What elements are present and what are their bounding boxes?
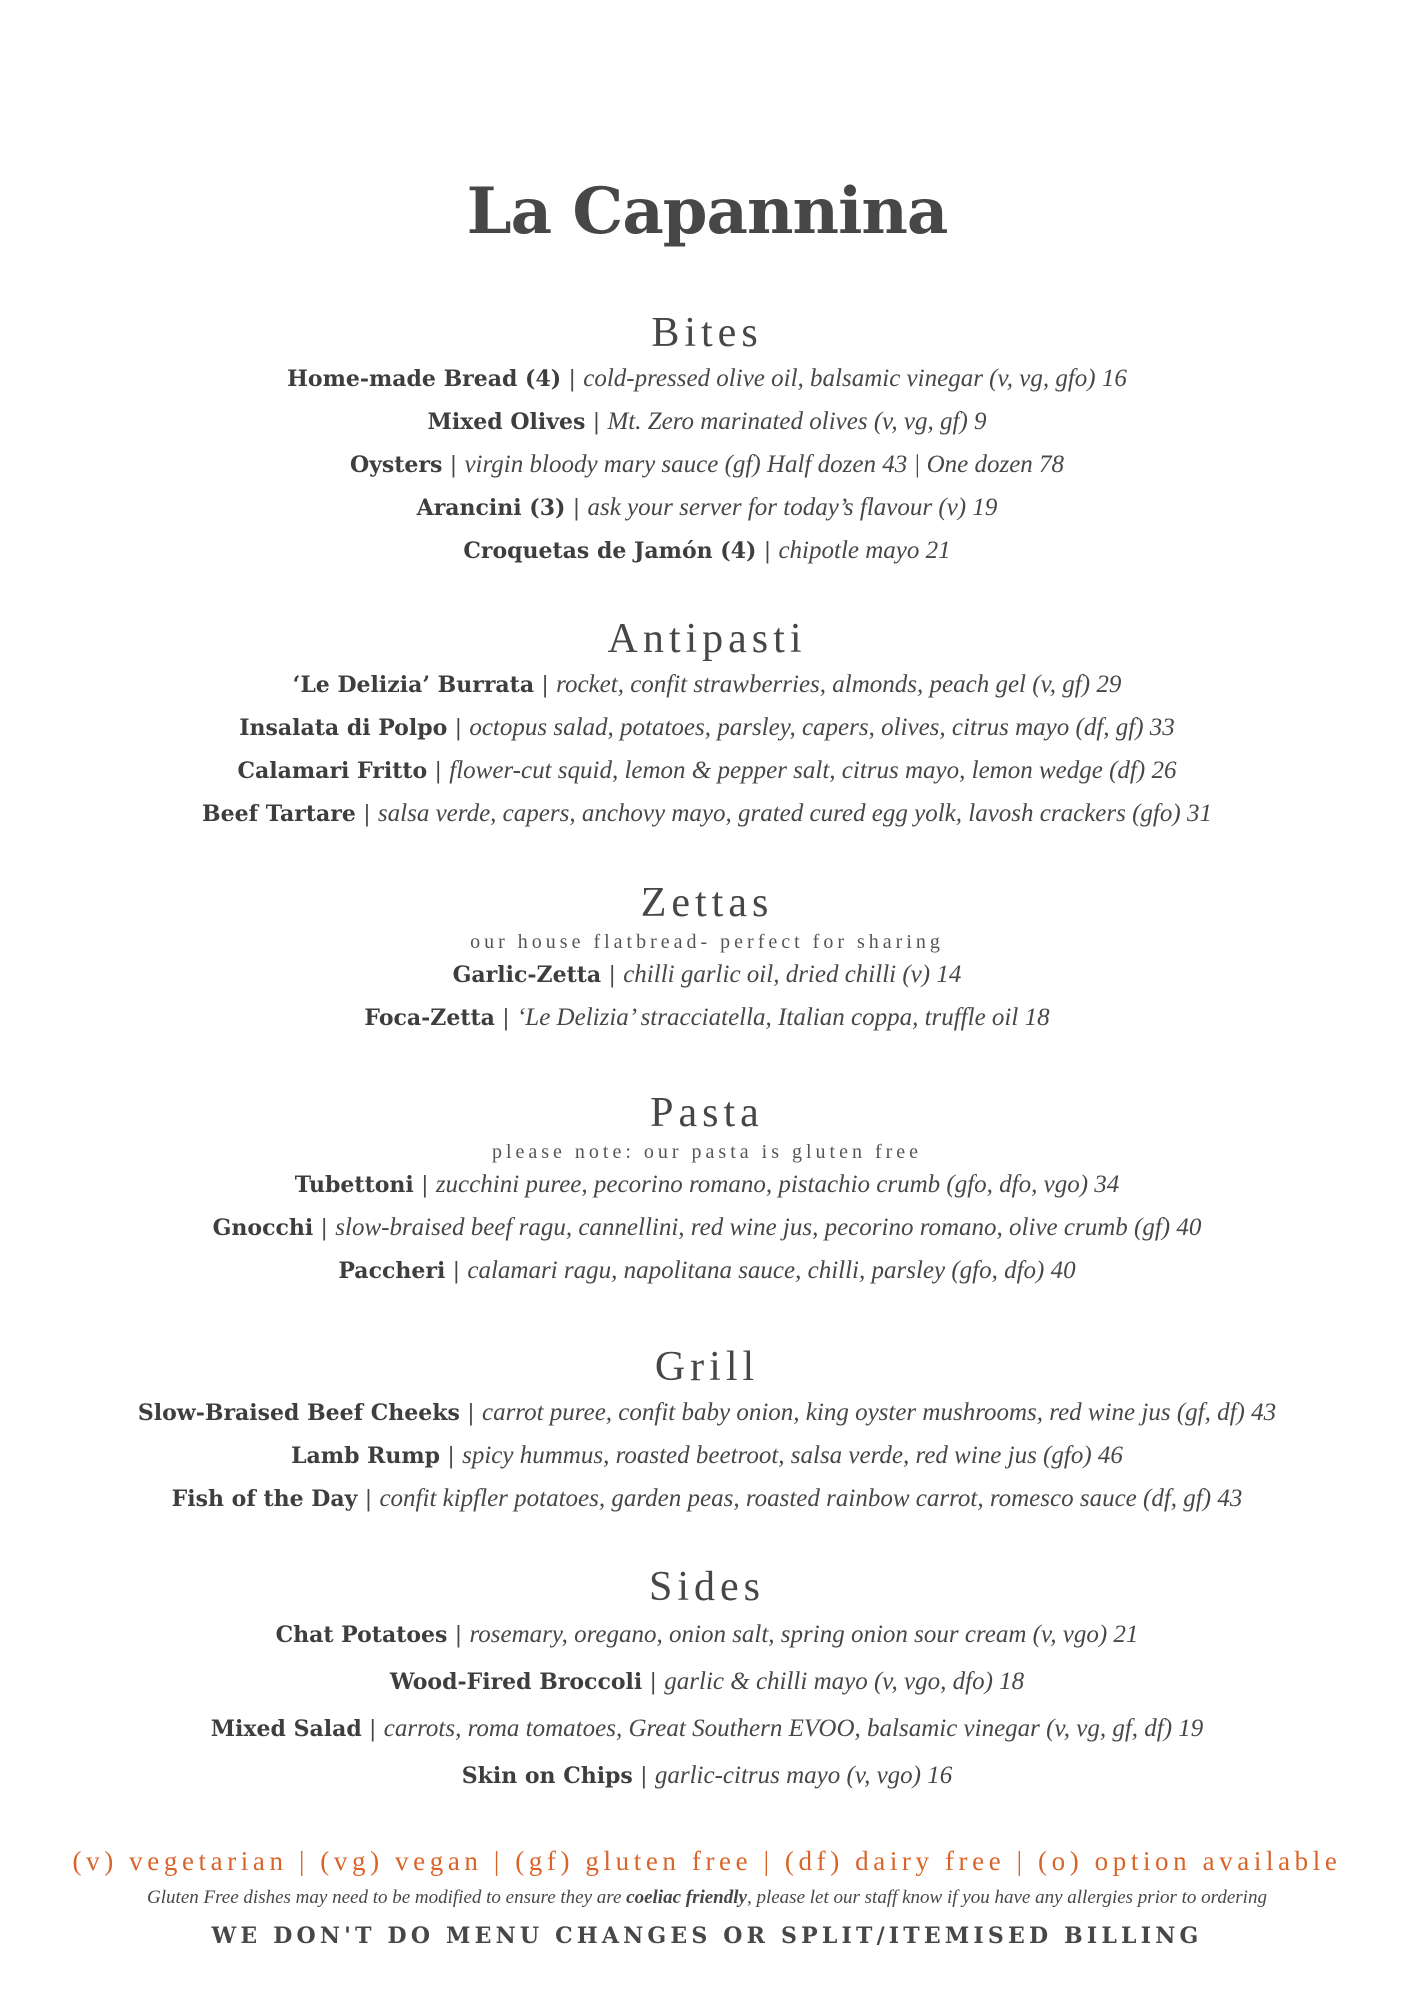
item-name: Garlic-Zetta — [452, 962, 602, 988]
menu-item — [0, 358, 1414, 401]
section-heading: Pasta — [650, 1090, 764, 1136]
item-description: rosemary, oregano, onion salt, spring onion sour cream (v, vgo) 21 — [469, 1621, 1139, 1648]
item-description: confit kipfler potatoes, garden peas, roasted rainbow carrot, romesco sauce (df, gf) 43 — [379, 1485, 1243, 1512]
section-heading: Antipasti — [607, 616, 807, 662]
item-name: Arancini (3) — [416, 495, 566, 521]
notice-emphasis: coeliac friendly — [626, 1887, 747, 1908]
section-heading: Grill — [654, 1344, 760, 1390]
section-heading: Zettas — [640, 880, 774, 926]
menu-item — [0, 793, 1414, 836]
item-description: flower-cut squid, lemon & pepper salt, citrus mayo, lemon wedge (df) 26 — [449, 757, 1177, 784]
item-name: Paccheri — [338, 1258, 446, 1284]
section-heading: Sides — [648, 1564, 765, 1610]
item-name: Wood-Fired Broccoli — [389, 1669, 643, 1695]
item-description: chilli garlic oil, dried chilli (v) 14 — [623, 961, 962, 988]
item-description: garlic-citrus mayo (v, vgo) 16 — [654, 1762, 953, 1789]
item-name: Calamari Fritto — [237, 758, 428, 784]
item-separator: | — [763, 539, 772, 564]
item-name: Chat Potatoes — [275, 1622, 448, 1648]
item-name: Mixed Salad — [210, 1716, 362, 1742]
section-antipasti — [0, 614, 1414, 836]
item-separator: | — [449, 453, 458, 478]
item-separator: | — [363, 802, 371, 827]
item-separator: | — [369, 1717, 377, 1742]
item-description: carrots, roma tomatoes, Great Southern EVOO, balsamic vinegar (v, vg, gf, df) 19 — [383, 1715, 1204, 1742]
item-description: cold-pressed olive oil, balsamic vinegar (v, vg, gfo) 16 — [583, 365, 1127, 392]
menu-item — [0, 1659, 1414, 1706]
menu-item — [0, 997, 1414, 1040]
item-separator: | — [452, 1259, 461, 1284]
item-separator: | — [434, 759, 442, 784]
item-separator: | — [541, 673, 549, 698]
item-description: octopus salad, potatoes, parsley, capers, olives, citrus mayo (df, gf) 33 — [469, 714, 1175, 741]
section-grill — [0, 1342, 1414, 1521]
allergy-notice — [0, 1886, 1414, 1910]
item-separator: | — [568, 367, 576, 392]
item-separator: | — [592, 410, 601, 435]
item-separator: | — [608, 963, 616, 988]
item-description: spicy hummus, roasted beetroot, salsa verde, red wine jus (gfo) 46 — [462, 1442, 1123, 1469]
item-separator: | — [502, 1006, 510, 1031]
item-name: Gnocchi — [212, 1215, 314, 1241]
item-separator: | — [572, 496, 581, 521]
item-description: chipotle mayo 21 — [778, 537, 951, 564]
notice-text-before: Gluten Free dishes may need to be modified to ensure they are — [147, 1887, 627, 1908]
item-name: Oysters — [349, 452, 443, 478]
item-separator: | — [364, 1487, 373, 1512]
billing-policy: WE DON'T DO MENU CHANGES OR SPLIT/ITEMISED BILLING — [211, 1923, 1203, 1949]
menu-item — [0, 664, 1414, 707]
item-description: rocket, confit strawberries, almonds, peach gel (v, gf) 29 — [556, 671, 1122, 698]
menu-item — [0, 1612, 1414, 1659]
section-heading: Bites — [651, 310, 763, 356]
item-separator: | — [421, 1173, 429, 1198]
menu-item — [0, 1706, 1414, 1753]
item-name: Fish of the Day — [171, 1486, 358, 1512]
menu-item — [0, 487, 1414, 530]
dietary-legend: (v) vegetarian | (vg) vegan | (gf) gluten free | (df) dairy free | (o) option available — [72, 1846, 1342, 1876]
item-description: virgin bloody mary sauce (gf) Half dozen 43 | One dozen 78 — [464, 451, 1065, 478]
menu-item — [0, 954, 1414, 997]
item-name: Skin on Chips — [461, 1763, 633, 1789]
item-description: ‘Le Delizia’ stracciatella, Italian coppa, truffle oil 18 — [516, 1004, 1050, 1031]
menu-item — [0, 1207, 1414, 1250]
item-separator: | — [467, 1401, 475, 1426]
section-sides — [0, 1562, 1414, 1800]
menu-item — [0, 1164, 1414, 1207]
restaurant-title: La Capannina — [466, 174, 948, 249]
menu-item — [0, 750, 1414, 793]
item-separator: | — [320, 1216, 328, 1241]
section-pasta — [0, 1088, 1414, 1293]
item-name: Home-made Bread (4) — [287, 366, 562, 392]
menu-item — [0, 530, 1414, 573]
item-separator: | — [640, 1764, 648, 1789]
menu-item — [0, 1753, 1414, 1800]
item-description: zucchini puree, pecorino romano, pistachio crumb (gfo, dfo, vgo) 34 — [435, 1171, 1120, 1198]
item-name: ‘Le Delizia’ Burrata — [292, 672, 535, 698]
section-note: our house flatbread- perfect for sharing — [470, 931, 944, 953]
item-description: salsa verde, capers, anchovy mayo, grated cured egg yolk, lavosh crackers (gfo) 31 — [377, 800, 1212, 827]
item-name: Foca-Zetta — [364, 1005, 495, 1031]
item-separator: | — [454, 716, 462, 741]
item-separator: | — [454, 1623, 463, 1648]
item-name: Mixed Olives — [427, 409, 586, 435]
menu-item — [0, 1435, 1414, 1478]
menu-item — [0, 1250, 1414, 1293]
menu-item — [0, 1392, 1414, 1435]
item-separator: | — [447, 1444, 455, 1469]
item-name: Insalata di Polpo — [239, 715, 448, 741]
section-zettas — [0, 878, 1414, 1040]
menu-item — [0, 444, 1414, 487]
item-separator: | — [649, 1670, 657, 1695]
menu-item — [0, 401, 1414, 444]
item-description: slow-braised beef ragu, cannellini, red wine jus, pecorino romano, olive crumb (gf) 40 — [335, 1214, 1202, 1241]
item-name: Beef Tartare — [202, 801, 356, 827]
item-name: Lamb Rump — [291, 1443, 441, 1469]
item-description: Mt. Zero marinated olives (v, vg, gf) 9 — [607, 408, 987, 435]
section-bites — [0, 308, 1414, 573]
menu-item — [0, 1478, 1414, 1521]
notice-text-after: , please let our staff know if you have any allergies prior to ordering — [746, 1887, 1267, 1908]
item-name: Tubettoni — [294, 1172, 414, 1198]
item-name: Slow-Braised Beef Cheeks — [137, 1400, 460, 1426]
item-description: calamari ragu, napolitana sauce, chilli, parsley (gfo, dfo) 40 — [467, 1257, 1076, 1284]
item-description: garlic & chilli mayo (v, vgo, dfo) 18 — [664, 1668, 1025, 1695]
item-description: carrot puree, confit baby onion, king oyster mushrooms, red wine jus (gf, df) 43 — [481, 1399, 1277, 1426]
item-name: Croquetas de Jamón (4) — [463, 538, 757, 564]
item-description: ask your server for today’s flavour (v) 19 — [587, 494, 998, 521]
section-note: please note: our pasta is gluten free — [491, 1141, 923, 1163]
menu-item — [0, 707, 1414, 750]
